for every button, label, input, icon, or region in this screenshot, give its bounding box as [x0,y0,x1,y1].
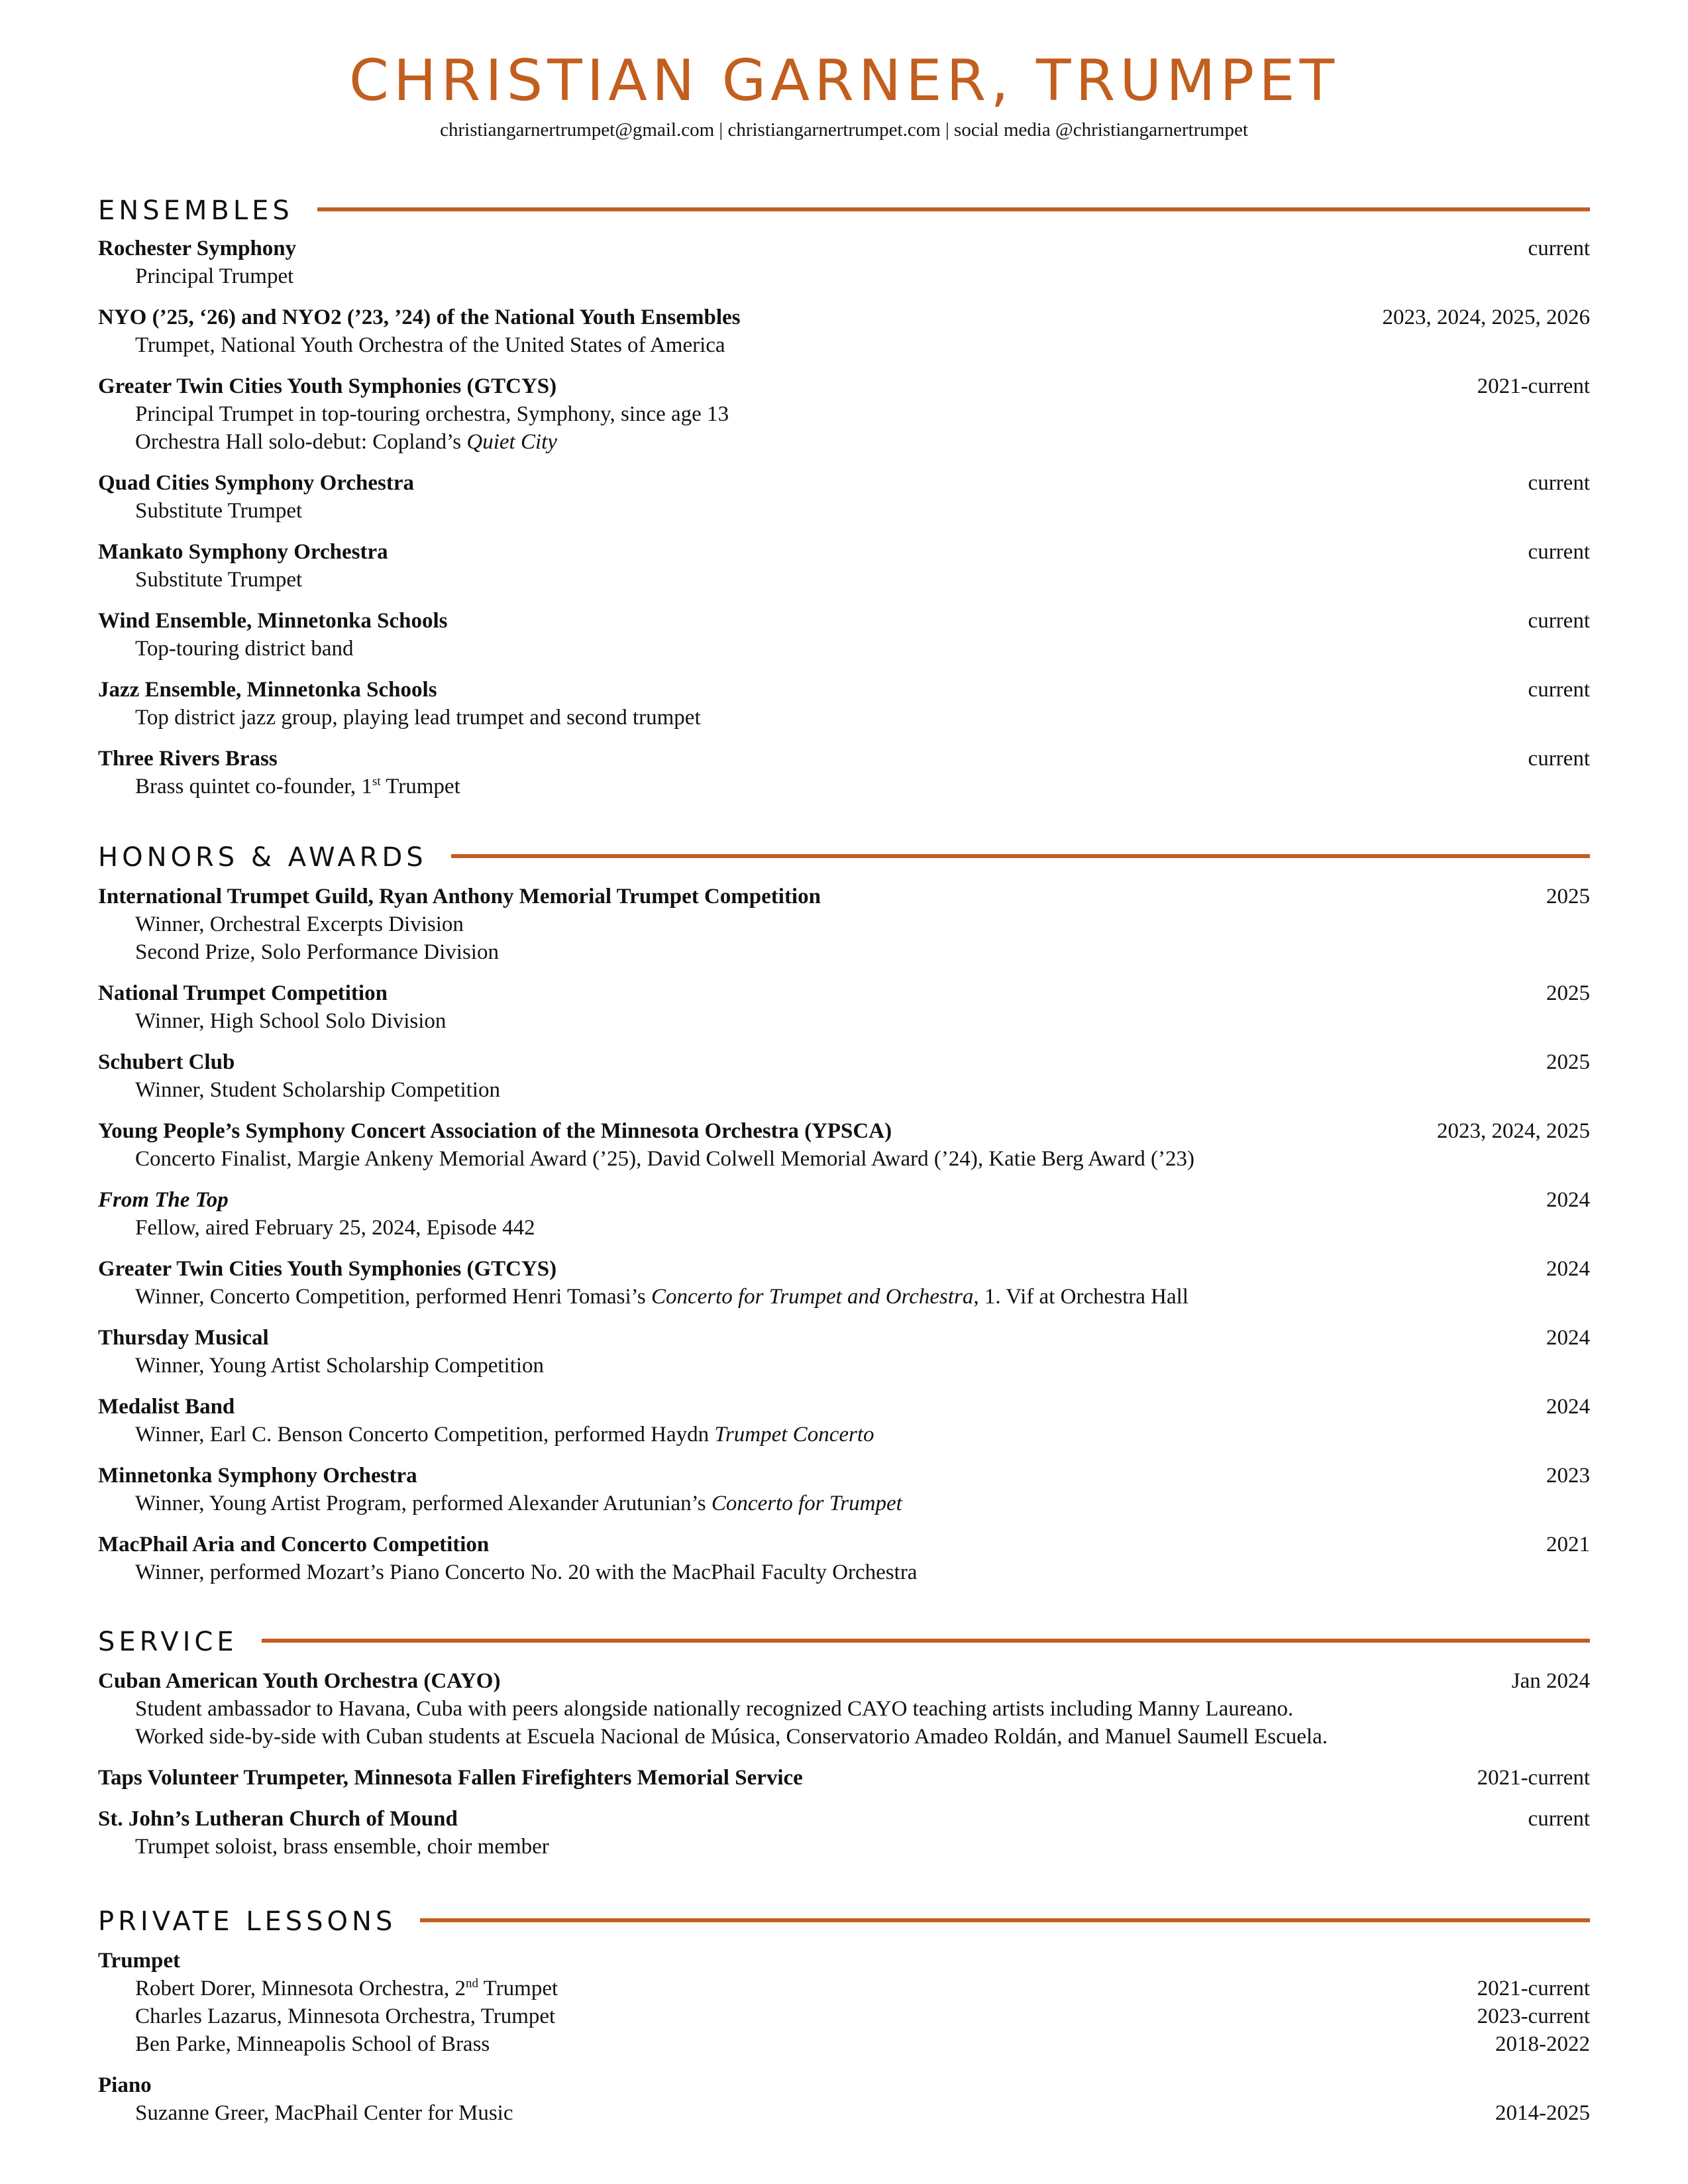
detail-text: Winner, Young Artist Program, performed Alexander Arutunian’s [135,1492,712,1515]
ordinal-suffix: st [372,775,381,789]
entry-title: International Trumpet Guild, Ryan Anthony Memorial Trumpet Competition [98,885,821,908]
service-entry [98,1667,1590,1751]
entry-date: current [1528,747,1590,771]
ensemble-entry [98,538,1590,594]
service-entry [98,1764,1590,1792]
entry-date: current [1528,237,1590,260]
entry-detail: Top district jazz group, playing lead trumpet and second trumpet [135,706,701,730]
entry-detail: Student ambassador to Havana, Cuba with peers alongside nationally recognized CAYO teaching artists including Manny Laureano. [135,1697,1294,1721]
entry-date: 2021-current [1477,374,1590,398]
entry-date: 2024 [1546,1257,1590,1281]
entry-title: Three Rivers Brass [98,747,278,771]
work-title: Quiet City [466,430,557,454]
teacher-text [135,1975,558,2002]
entry-detail: Fellow, aired February 25, 2024, Episode 442 [135,1216,535,1240]
entry-detail: Substitute Trumpet [135,499,303,523]
teacher-text: Suzanne Greer, MacPhail Center for Music [135,2101,513,2125]
section-header [98,1623,1590,1661]
detail-text: Winner, Concerto Competition, performed Henri Tomasi’s [135,1285,651,1309]
entry-title: NYO (’25, ‘26) and NYO2 (’23, ’24) of the National Youth Ensembles [98,305,741,329]
service-entry [98,1805,1590,1861]
entry-date: 2024 [1546,1188,1590,1212]
entry-title: Jazz Ensemble, Minnetonka Schools [98,678,437,702]
entry-detail [98,773,1590,800]
section-rule [317,207,1590,211]
ensemble-entry [98,469,1590,525]
entry-date: 2025 [1546,1050,1590,1074]
entry-date: 2023, 2024, 2025, 2026 [1382,305,1590,329]
entry-date: current [1528,1807,1590,1831]
work-title: Concerto for Trumpet and Orchestra [651,1285,974,1309]
ensemble-entry [98,303,1590,359]
section-header [98,192,1590,229]
lesson-group [98,1947,1590,2058]
ensemble-entry [98,372,1590,456]
entry-date: 2023-current [1477,2004,1590,2028]
teacher-row [98,2030,1590,2058]
entry-date: 2014-2025 [1495,2101,1590,2125]
entry-title: From The Top [98,1188,229,1212]
section-title: PRIVATE LESSONS [98,1906,397,1937]
entry-title: Schubert Club [98,1050,235,1074]
entry-title: Thursday Musical [98,1326,269,1350]
entry-detail: Trumpet, National Youth Orchestra of the United States of America [135,333,725,357]
entry-detail: Worked side-by-side with Cuban students at Escuela Nacional de Música, Conservatorio Amadeo Roldán, and Manuel Saumell Escuela. [135,1725,1328,1749]
instrument-title: Piano [98,2073,152,2097]
entry-detail: Concerto Finalist, Margie Ankeny Memorial Award (’25), David Colwell Memorial Award (’24), Katie Berg Award (’23) [135,1147,1195,1171]
award-entry [98,1186,1590,1242]
lesson-group [98,2071,1590,2127]
ensemble-entry [98,235,1590,290]
award-entry [98,1324,1590,1380]
entry-title: Cuban American Youth Orchestra (CAYO) [98,1669,501,1693]
award-entry [98,1048,1590,1104]
entry-title: Greater Twin Cities Youth Symphonies (GTCYS) [98,1257,557,1281]
entry-date: 2021-current [1477,1766,1590,1790]
ensemble-entry [98,745,1590,800]
entry-title: Minnetonka Symphony Orchestra [98,1464,417,1488]
section-rule [262,1639,1590,1643]
detail-text: Brass quintet co-founder, 1 [135,775,372,798]
award-entry [98,979,1590,1035]
contact-line: christiangarnertrumpet@gmail.com | christiangarnertrumpet.com | social media @christiangarnertrumpet [440,119,1248,140]
award-entry [98,1462,1590,1517]
entry-detail: Principal Trumpet [135,264,294,288]
award-entry [98,883,1590,966]
instrument-title: Trumpet [98,1949,181,1973]
entry-date: current [1528,540,1590,564]
section-header [98,1903,1590,1940]
section-private-lessons [98,1903,1590,2127]
entry-title: MacPhail Aria and Concerto Competition [98,1533,490,1556]
entry-title: St. John’s Lutheran Church of Mound [98,1807,458,1831]
entry-title: Taps Volunteer Trumpeter, Minnesota Fallen Firefighters Memorial Service [98,1766,803,1790]
entry-title: Young People’s Symphony Concert Association of the Minnesota Orchestra (YPSCA) [98,1119,892,1143]
teacher-row [98,2002,1590,2030]
teacher-row [98,2099,1590,2127]
entry-date: 2025 [1546,981,1590,1005]
work-title: Trumpet Concerto [714,1423,874,1447]
ordinal-suffix: nd [466,1977,479,1991]
entry-detail: Top-touring district band [135,637,354,661]
section-header [98,839,1590,876]
entry-date: 2024 [1546,1326,1590,1350]
award-entry [98,1393,1590,1448]
entry-date: 2018-2022 [1495,2032,1590,2056]
entry-title: Mankato Symphony Orchestra [98,540,388,564]
detail-text: Trumpet [478,1977,558,2000]
section-rule [451,854,1590,858]
section-honors [98,839,1590,1586]
detail-text: Robert Dorer, Minnesota Orchestra, 2 [135,1977,466,2000]
entry-detail [98,1421,1590,1448]
section-title: HONORS & AWARDS [98,842,427,873]
entry-title: Greater Twin Cities Youth Symphonies (GTCYS) [98,374,557,398]
entry-detail: Winner, High School Solo Division [135,1009,447,1033]
section-rule [420,1918,1590,1922]
award-entry [98,1531,1590,1586]
detail-text: Trumpet [380,775,460,798]
entry-date: 2023 [1546,1464,1590,1488]
section-service [98,1623,1590,1861]
entry-date: 2021 [1546,1533,1590,1556]
section-ensembles [98,192,1590,800]
section-title: ENSEMBLES [98,195,293,226]
ensemble-entry [98,676,1590,732]
award-entry [98,1255,1590,1311]
entry-date: current [1528,471,1590,495]
entry-detail: Second Prize, Solo Performance Division [135,940,499,964]
work-title: Concerto for Trumpet [711,1492,902,1515]
entry-date: 2021-current [1477,1977,1590,2000]
entry-date: 2023, 2024, 2025 [1437,1119,1590,1143]
entry-detail: Winner, Orchestral Excerpts Division [135,912,464,936]
entry-title: Wind Ensemble, Minnetonka Schools [98,609,448,633]
entry-date: 2024 [1546,1395,1590,1419]
entry-date: current [1528,678,1590,702]
award-entry [98,1117,1590,1173]
entry-detail: Substitute Trumpet [135,568,303,592]
entry-detail: Trumpet soloist, brass ensemble, choir member [135,1835,549,1859]
entry-date: 2025 [1546,885,1590,908]
entry-detail: Winner, performed Mozart’s Piano Concerto No. 20 with the MacPhail Faculty Orchestra [135,1560,918,1584]
entry-date: Jan 2024 [1511,1669,1590,1693]
entry-detail [98,428,1590,456]
teacher-text: Charles Lazarus, Minnesota Orchestra, Trumpet [135,2004,556,2028]
entry-detail: Principal Trumpet in top-touring orchestra, Symphony, since age 13 [135,402,729,426]
detail-text: , 1. Vif at Orchestra Hall [973,1285,1188,1309]
entry-detail [98,1283,1590,1311]
entry-detail: Winner, Student Scholarship Competition [135,1078,500,1102]
entry-title: National Trumpet Competition [98,981,388,1005]
entry-title: Quad Cities Symphony Orchestra [98,471,415,495]
ensemble-entry [98,607,1590,663]
entry-date: current [1528,609,1590,633]
section-title: SERVICE [98,1627,238,1657]
teacher-text: Ben Parke, Minneapolis School of Brass [135,2032,490,2056]
teacher-row [98,1975,1590,2002]
detail-text: Winner, Earl C. Benson Concerto Competition, performed Haydn [135,1423,715,1447]
detail-text: Orchestra Hall solo-debut: Copland’s [135,430,467,454]
entry-detail [98,1490,1590,1517]
entry-title: Rochester Symphony [98,237,297,260]
entry-detail: Winner, Young Artist Scholarship Competition [135,1354,545,1378]
entry-title: Medalist Band [98,1395,235,1419]
resume-name-title: CHRISTIAN GARNER, TRUMPET [348,48,1340,114]
